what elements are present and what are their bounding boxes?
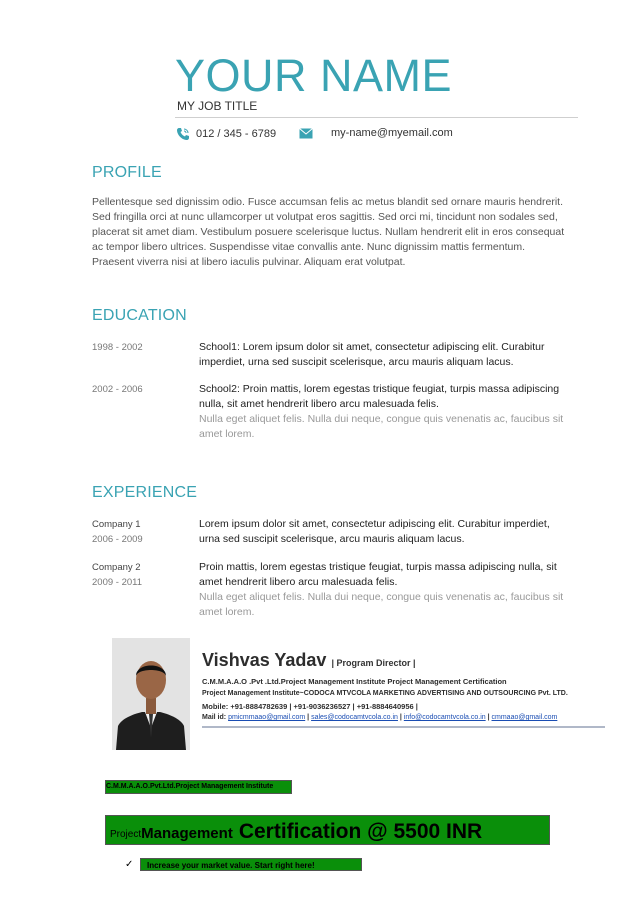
card-divider <box>202 726 605 728</box>
entry-line: urna sed suscipit scelerisque, arcu mauris aliquam lacus. <box>199 533 465 545</box>
value-banner: Increase your market value. Start right here! <box>140 858 362 871</box>
card-mobile-line: Mobile: +91-8884782639 | +91-9036236527 | +91-8884640956 | <box>202 702 418 711</box>
card-institute-line: Project Management Institute~CODOCA MTVCOLA MARKETING ADVERTISING AND OUTSOURCING Pvt. LTD. <box>202 690 568 697</box>
experience-entry <box>199 517 577 547</box>
card-person-name: Vishvas Yadav <box>202 650 327 670</box>
certification-banner <box>105 815 550 845</box>
entry-note: amet lorem. <box>199 606 255 618</box>
checkmark-icon: ✓ <box>125 859 134 870</box>
mail-link[interactable]: pmicmmaao@gmail.com <box>228 714 306 721</box>
profile-line: placerat sit amet diam. Vestibulum posuere scelerisque luctus. Nullam hendrerit elit in eros consequat <box>92 226 565 238</box>
phone-number: 012 / 345 - 6789 <box>196 128 277 140</box>
education-heading: EDUCATION <box>92 307 187 324</box>
education-date: 1998 - 2002 <box>92 342 143 353</box>
separator: | <box>399 714 402 721</box>
resume-name: YOUR NAME <box>175 50 453 101</box>
profile-photo <box>112 638 190 750</box>
entry-note: amet lorem. <box>199 428 255 440</box>
experience-date: 2009 - 2011 <box>92 577 143 588</box>
entry-line: School1: Lorem ipsum dolor sit amet, consectetur adipiscing elit. Curabitur <box>199 341 545 353</box>
card-name <box>202 650 416 671</box>
mail-link[interactable]: info@codocamtvcola.co.in <box>403 714 486 721</box>
profile-line: Praesent viverra nisi at libero iaculis pulvinar. Aliquam erat volutpat. <box>92 256 406 268</box>
separator: | <box>487 714 490 721</box>
company-name: Company 1 <box>92 519 141 530</box>
education-date: 2002 - 2006 <box>92 384 143 395</box>
card-role: | Program Director | <box>331 658 416 668</box>
cert-word-big: Certification @ 5500 INR <box>238 820 483 843</box>
business-card <box>112 638 605 750</box>
cert-word-small: Project <box>110 829 142 840</box>
mail-label: Mail id: <box>202 714 227 721</box>
profile-line: Pellentesque sed dignissim odio. Fusce accumsan felis ac metus blandit sed ornare mauris hendrerit. <box>92 196 563 208</box>
profile-paragraph <box>92 195 582 270</box>
entry-note: Nulla eget aliquet felis. Nulla dui neque, congue quis venenatis ac, faucibus sit <box>199 591 564 603</box>
entry-note: Nulla eget aliquet felis. Nulla dui neque, congue quis venenatis ac, faucibus sit <box>199 413 564 425</box>
entry-line: imperdiet, urna sed suscipit scelerisque, arcu mauris aliquam lacus. <box>199 356 514 368</box>
education-entry <box>199 382 577 442</box>
entry-line: amet hendrerit libero arcu malesuada felis. <box>199 576 398 588</box>
profile-line: Sed fringilla orci at nunc ullamcorper ut volutpat eros sagittis. Sed orci mi, tincidunt non sodales sed, <box>92 211 558 223</box>
separator: | <box>307 714 310 721</box>
experience-heading: EXPERIENCE <box>92 484 198 501</box>
profile-heading: PROFILE <box>92 164 162 181</box>
job-title: MY JOB TITLE <box>177 99 258 113</box>
experience-date: 2006 - 2009 <box>92 534 143 545</box>
mail-link[interactable]: sales@codocamtvcola.co.in <box>311 714 398 721</box>
card-company-line: C.M.M.A.A.O .Pvt .Ltd.Project Management Institute Project Management Certification <box>202 677 507 686</box>
entry-line: Lorem ipsum dolor sit amet, consectetur adipiscing elit. Curabitur imperdiet, <box>199 518 550 530</box>
experience-entry <box>199 560 577 620</box>
entry-line: nulla, sit amet hendrerit libero arcu malesuada felis. <box>199 398 439 410</box>
profile-line: ac tempor libero ultrices. Suspendisse vitae convallis ante. Nunc dignissim mattis fermentum. <box>92 241 526 253</box>
institute-banner: C.M.M.A.A.O.Pvt.Ltd.Project Management Institute <box>105 780 292 794</box>
entry-line: Proin mattis, lorem egestas tristique feugiat, turpis massa adipiscing nulla, sit <box>199 561 557 573</box>
header-divider <box>175 117 578 118</box>
company-name: Company 2 <box>92 562 141 573</box>
card-mail-line <box>202 714 557 721</box>
email-address[interactable]: my-name@myemail.com <box>331 127 453 139</box>
entry-line: School2: Proin mattis, lorem egestas tristique feugiat, turpis massa adipiscing <box>199 383 560 395</box>
mail-link[interactable]: cmmaao@gmail.com <box>491 714 558 721</box>
cert-word-mid: Management <box>141 825 233 842</box>
phone-icon <box>176 127 190 141</box>
envelope-icon <box>299 128 313 139</box>
email-contact <box>299 127 453 139</box>
education-entry <box>199 340 577 370</box>
phone-contact <box>176 127 276 141</box>
